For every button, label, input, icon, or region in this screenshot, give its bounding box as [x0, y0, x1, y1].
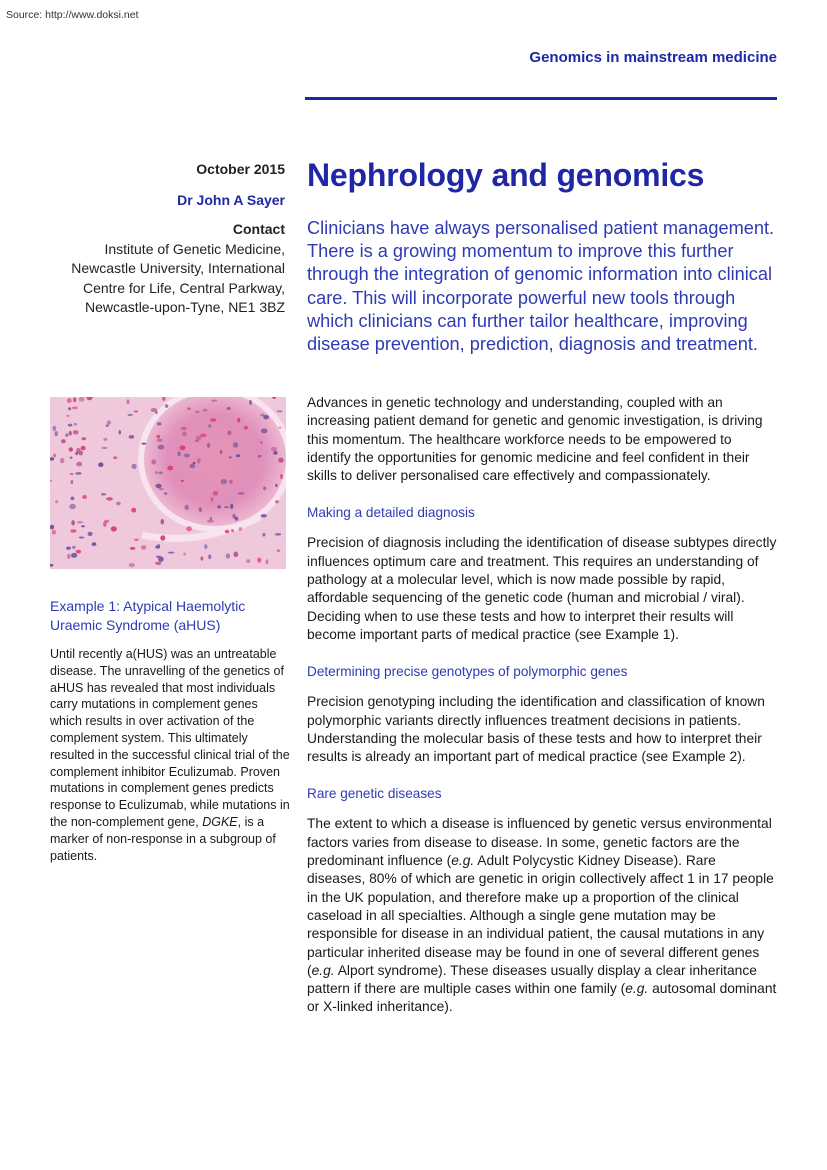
micrograph-graphic	[50, 397, 286, 569]
example-body: Until recently a(HUS) was an untreatable disease. The unravelling of the genetics of aHUS has revealed that most individuals carry mutations in complement genes which results in over activation of the complement system. This ultimately resulted in the successful clinical trial of the complement inhibitor Eculizumab. Proven mutations in complement genes predicts response to Eculizumab, while mutations in the non-complement gene, DGKE, is a marker of non-response in a subgroup of patients.	[50, 647, 290, 863]
section-body: Precision genotyping including the identification and classification of known polymorphic variants directly influences treatment decisions in patients. Understanding the molecular basis of these tests and how to interpret their results is already an important part of medical practice (see Example 2).	[307, 694, 765, 765]
section-body: Precision of diagnosis including the identification of disease subtypes directly influences optimum care and treatment. This requires an understanding of pathology at a molecular level, which is now made possible by rapid, affordable sequencing of the genetic code (human and microbial / viral). Deciding when to use these tests and how to interpret their results will become important parts of medical practice (see Example 1).	[307, 535, 777, 642]
contact-heading: Contact	[232, 221, 285, 237]
page-title: Nephrology and genomics	[307, 157, 705, 193]
section-heading: Making a detailed diagnosis	[307, 505, 475, 521]
example-title: Example 1: Atypical Haemolytic Uraemic Syndrome (aHUS)	[50, 598, 246, 633]
intro-paragraph: Advances in genetic technology and understanding, coupled with an increasing patient demand for genetic and genomic investigation, is driving this momentum. The healthcare workforce needs to be empowered to identify the opportunities for genomic medicine and feel confident in their skills to deliver personalised care effectively and compassionately.	[307, 395, 763, 484]
gene-name: DGKE	[202, 814, 238, 829]
header-rule	[305, 97, 777, 100]
section-heading: Determining precise genotypes of polymorphic genes	[307, 664, 628, 680]
series-title: Genomics in mainstream medicine	[529, 49, 777, 66]
publication-date: October 2015	[196, 161, 285, 177]
source-url: Source: http://www.doksi.net	[6, 9, 139, 21]
section-body: The extent to which a disease is influenced by genetic versus environmental factors varies from disease to disease. In some, genetic factors are the predominant influence (e.g. Adult Polycystic Kidney Disease). Rare diseases, 80% of which are genetic in origin collectively affect 1 in 17 people in the UK population, and therefore make up a proportion of the clinical caseload in all specialties. Although a single gene mutation may be responsible for disease in an individual patient, the causal mutations in any particular inherited disease may be found in one of several different genes (e.g. Alport syndrome). These diseases usually display a clear inheritance pattern if there are multiple cases within one family (e.g. autosomal dominant or X-linked inheritance).	[307, 816, 777, 1015]
main-column	[307, 394, 777, 1017]
address-line: Newcastle University, International	[71, 260, 285, 276]
section-heading: Rare genetic diseases	[307, 786, 442, 802]
address-line: Newcastle-upon-Tyne, NE1 3BZ	[85, 299, 285, 315]
address-line: Centre for Life, Central Parkway,	[82, 279, 285, 296]
lead-paragraph: Clinicians have always personalised patient management. There is a growing momentum to improve this further through the integration of genomic information into clinical care. This will incorporate powerful new tools through which clinicians can further tailor healthcare, improving disease prevention, prediction, diagnosis and treatment.	[307, 218, 775, 355]
address-line: Institute of Genetic Medicine,	[104, 240, 285, 257]
author-name: Dr John A Sayer	[177, 191, 285, 208]
micrograph-image	[50, 397, 286, 569]
article-meta	[30, 160, 285, 318]
